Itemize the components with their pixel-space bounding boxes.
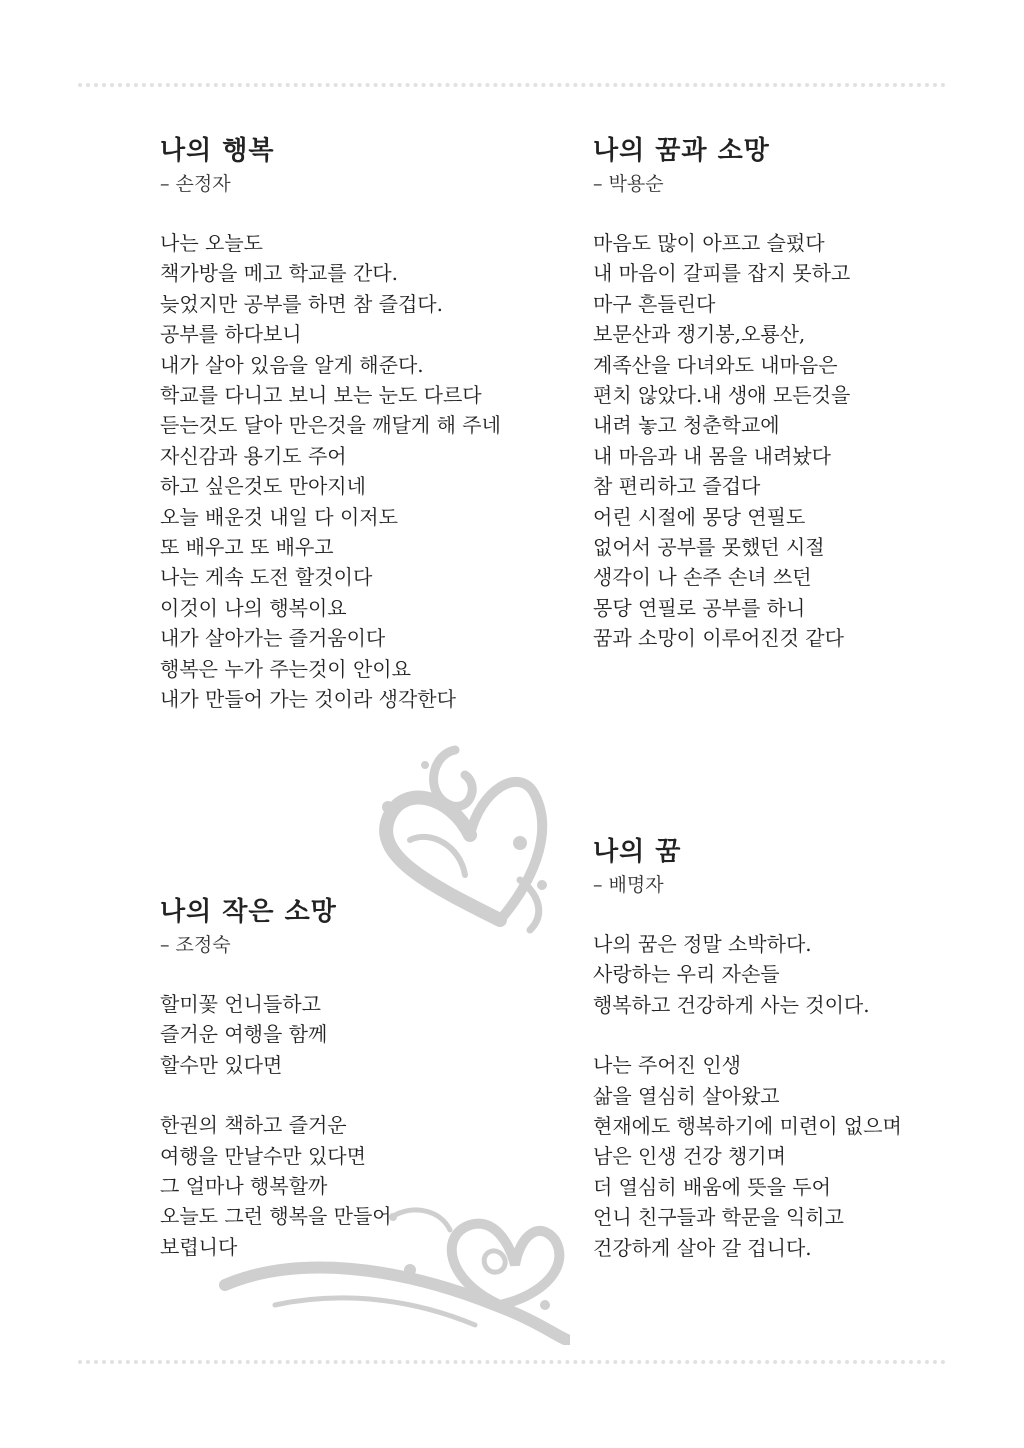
poem-title: 나의 꿈과 소망 (593, 136, 770, 166)
poem-line: 내가 살아가는 즐거움이다 (160, 626, 386, 651)
poem-block (160, 895, 560, 1262)
top-dotted-divider (78, 83, 946, 87)
poem-block (160, 134, 560, 715)
poem-line: 건강하게 살아 갈 겁니다. (593, 1235, 812, 1260)
poem-title: 나의 꿈 (593, 837, 682, 867)
poem-block (593, 134, 993, 654)
poem-line: 편치 않았다.내 생애 모든것을 (593, 383, 851, 408)
poem-line: 공부를 하다보니 (160, 322, 302, 347)
poem-line: 이것이 나의 행복이요 (160, 595, 347, 620)
poem-stanza (160, 1110, 560, 1262)
poem-line: 언니 친구들과 학문을 익히고 (593, 1205, 844, 1230)
poem-stanza (593, 228, 993, 654)
poem-line: 더 열심히 배움에 뜻을 두어 (593, 1174, 831, 1199)
poem-line: 마음도 많이 아프고 슬펐다 (593, 231, 825, 255)
poem-line: 나는 주어진 인생 (593, 1053, 741, 1078)
poem-line: 여행을 만날수만 있다면 (160, 1143, 366, 1168)
poem-line: 나는 게속 도전 할것이다 (160, 565, 373, 590)
poem-line: 보문산과 쟁기봉,오룡산, (593, 322, 806, 347)
poem-line: 내려 놓고 청춘학교에 (593, 413, 780, 438)
poem-line: 오늘 배운것 내일 다 이저도 (160, 504, 398, 529)
poem-line: 어린 시절에 몽당 연필도 (593, 504, 806, 529)
poem-line: 할수만 있다면 (160, 1052, 283, 1077)
poem-title: 나의 행복 (160, 136, 275, 166)
poem-line: 하고 싶은것도 만아지네 (160, 474, 366, 499)
poem-line: 참 편리하고 즐겁다 (593, 474, 761, 499)
poem-line: 학교를 다니고 보니 보는 눈도 다르다 (160, 383, 482, 408)
poem-line: 현재에도 행복하기에 미련이 없으며 (593, 1114, 902, 1139)
poem-line: 나는 오늘도 (160, 231, 263, 255)
poem-line: 남은 인생 건강 챙기며 (593, 1144, 786, 1169)
poem-line: 행복하고 건강하게 사는 것이다. (593, 992, 870, 1017)
poem-line: 행복은 누가 주는것이 안이요 (160, 656, 411, 681)
poem-line: 나의 꿈은 정말 소박하다. (593, 932, 812, 956)
poem-author: – 배명자 (593, 874, 664, 896)
poem-stanza (593, 929, 993, 1020)
poem-line: 내가 살아 있음을 알게 해준다. (160, 352, 424, 377)
poem-author: – 조정숙 (160, 934, 231, 956)
poem-stanza (593, 1050, 993, 1263)
poem-line: 보렵니다 (160, 1234, 238, 1259)
poem-author: – 박용순 (593, 173, 664, 195)
poem-line: 내가 만들어 가는 것이라 생각한다 (160, 687, 456, 712)
poem-author: – 손정자 (160, 173, 231, 195)
poem-line: 꿈과 소망이 이루어진것 같다 (593, 626, 844, 651)
poem-line: 늦었지만 공부를 하면 참 즐겁다. (160, 291, 443, 316)
poem-line: 생각이 나 손주 손녀 쓰던 (593, 565, 812, 590)
poem-line: 오늘도 그런 행복을 만들어 (160, 1204, 392, 1229)
poem-block (593, 835, 993, 1263)
poem-line: 할미꽃 언니들하고 (160, 992, 321, 1016)
poem-line: 삶을 열심히 살아왔고 (593, 1083, 780, 1108)
poem-line: 계족산을 다녀와도 내마음은 (593, 352, 838, 377)
poem-line: 즐거운 여행을 함께 (160, 1022, 328, 1047)
poem-stanza (160, 989, 560, 1080)
poem-line: 사랑하는 우리 자손들 (593, 962, 780, 987)
poem-title: 나의 작은 소망 (160, 897, 337, 927)
poem-stanza (160, 228, 560, 715)
poem-line: 자신감과 용기도 주어 (160, 443, 347, 468)
poem-line: 책가방을 메고 학교를 간다. (160, 261, 398, 286)
poem-line: 마구 흔들린다 (593, 291, 716, 316)
poem-line: 내 마음이 갈피를 잡지 못하고 (593, 261, 851, 286)
poem-line: 듣는것도 달아 만은것을 깨달게 해 주네 (160, 413, 501, 438)
poem-line: 내 마음과 내 몸을 내려놨다 (593, 443, 831, 468)
poem-line: 또 배우고 또 배우고 (160, 535, 334, 560)
bottom-dotted-divider (78, 1360, 946, 1364)
poem-line: 없어서 공부를 못했던 시절 (593, 535, 825, 560)
poem-line: 그 얼마나 행복할까 (160, 1174, 328, 1199)
poem-line: 몽당 연필로 공부를 하니 (593, 595, 806, 620)
poem-line: 한권의 책하고 즐거운 (160, 1113, 347, 1138)
